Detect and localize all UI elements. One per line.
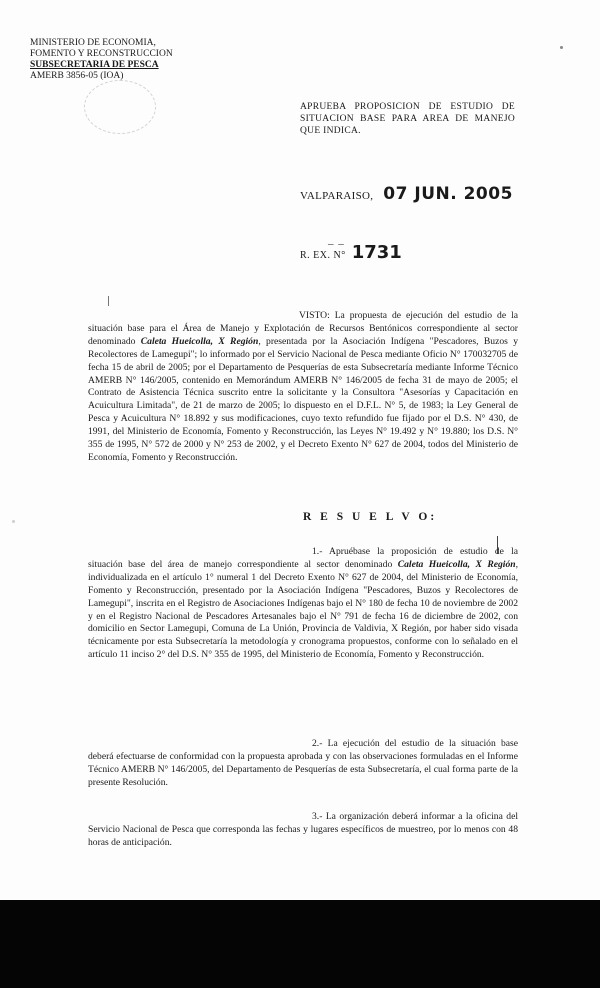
resolution-number: 1731	[351, 242, 402, 263]
resuelvo-heading: R E S U E L V O:	[303, 511, 438, 523]
visto-paragraph	[88, 310, 518, 465]
letterhead-ministry-2: FOMENTO Y RECONSTRUCCION	[30, 49, 173, 59]
article-1-start: 1.- Apruébase la proposición de estudio de la situación base del área de manejo correspondiente al sector denominado	[88, 546, 518, 570]
dateline-stamp-date: 07 JUN. 2005	[383, 184, 513, 204]
resolution-number-line	[300, 234, 402, 263]
document-summary: APRUEBA PROPOSICION DE ESTUDIO DE SITUACION BASE PARA AREA DE MANEJO QUE INDICA.	[300, 102, 515, 136]
faded-stamp	[84, 80, 156, 134]
dateline	[300, 184, 513, 204]
margin-tick	[108, 296, 109, 306]
letterhead-ministry: MINISTERIO DE ECONOMIA,	[30, 38, 156, 48]
scan-speck	[12, 520, 15, 523]
visto-text-1: VISTO: La propuesta de ejecución del estudio de la situación base para el Área de Manejo y Explotación de Recursos Bentónicos correspondiente al sector denominado	[88, 310, 518, 347]
article-3: 3.- La organización deberá informar a la oficina del Servicio Nacional de Pesca que corresponda las fechas y lugares específicos de muestreo, por lo menos con 48 horas de anticipación.	[88, 811, 518, 848]
scan-speck	[560, 46, 563, 49]
letterhead-reference: AMERB 3856-05 (IOA)	[30, 71, 124, 81]
visto-text-2: , presentada por la Asociación Indígena "Pescadores, Buzos y Recolectores de Lamegupi"; lo informado por el Servicio Nacional de Pesca mediante Oficio N° 170032705 de fecha 15 de abril de 2005; por el Departamento de Pesquerías de esta Subsecretaría mediante Informe Técnico AMERB N° 146/2005, contenido en Memorándum AMERB N° 146/2005 de fecha 31 de mayo de 2005; el Contrato de Asistencia Técnica suscrito entre la solicitante y la Consultora "Asesorías y Capacitación en Acuicultura Limitada", de 21 de marzo de 2005; lo dispuesto en el D.F.L. N° 5, de 1983; la Ley General de Pesca y Acuicultura N° 18.892 y sus modificaciones, cuyo texto refundido fue fijado por el D.S. N° 430, de 1991, del Ministerio de Economía, Fomento y Reconstrucción, las Leyes N° 19.492 y N° 19.880; los D.S. N° 355 de 1995, N° 572 de 2000 y N° 253 de 2002, y el Decreto Exento N° 627 de 2004, todos del Ministerio de Economía, Fomento y Reconstrucción.	[88, 335, 519, 463]
article-1-rest: , individualizada en el artículo 1° numeral 1 del Decreto Exento N° 627 de 2004, del Ministerio de Economía, Fomento y Reconstrucción, presentado por la Asociación Indígena "Pescadores, Buzos y Recolectores de Lamegupi", inscrita en el Registro de Asociaciones Indígenas bajo el N° 180 de fecha 10 de noviembre de 2002 y en el Registro Nacional de Pescadores Artesanales bajo el N° 791 de fecha 16 de diciembre de 2002, con domicilio en Sector Lamegupi, Comuna de La Unión, Provincia de Valdivia, X Región, por haber sido visada técnicamente por esta Subsecretaría la metodología y cronograma propuestos, conforme con lo señalado en el artículo 11 inciso 2° del D.S. N° 355 de 1995, del Ministerio de Economía, Fomento y Reconstrucción.	[88, 558, 518, 661]
resolution-label: R. EX. N°	[300, 250, 346, 261]
article-1	[88, 546, 518, 662]
visto-sector-name: Caleta Hueicolla, X Región	[140, 335, 259, 347]
letterhead-subsecretaria: SUBSECRETARIA DE PESCA	[30, 60, 159, 70]
article-2: 2.- La ejecución del estudio de la situación base deberá efectuarse de conformidad con la propuesta aprobada y con las observaciones formuladas en el Informe Técnico AMERB N° 146/2005, del Departamento de Pesquerías de esta Subsecretaría, el cual forma parte de la presente Resolución.	[88, 738, 518, 788]
letterhead	[30, 38, 190, 82]
dateline-city: VALPARAISO,	[300, 190, 374, 202]
scan-border	[0, 900, 600, 988]
resolution-dash-mark: _ _	[328, 234, 345, 246]
article-1-sector-name: Caleta Hueicolla, X Región	[397, 558, 516, 570]
